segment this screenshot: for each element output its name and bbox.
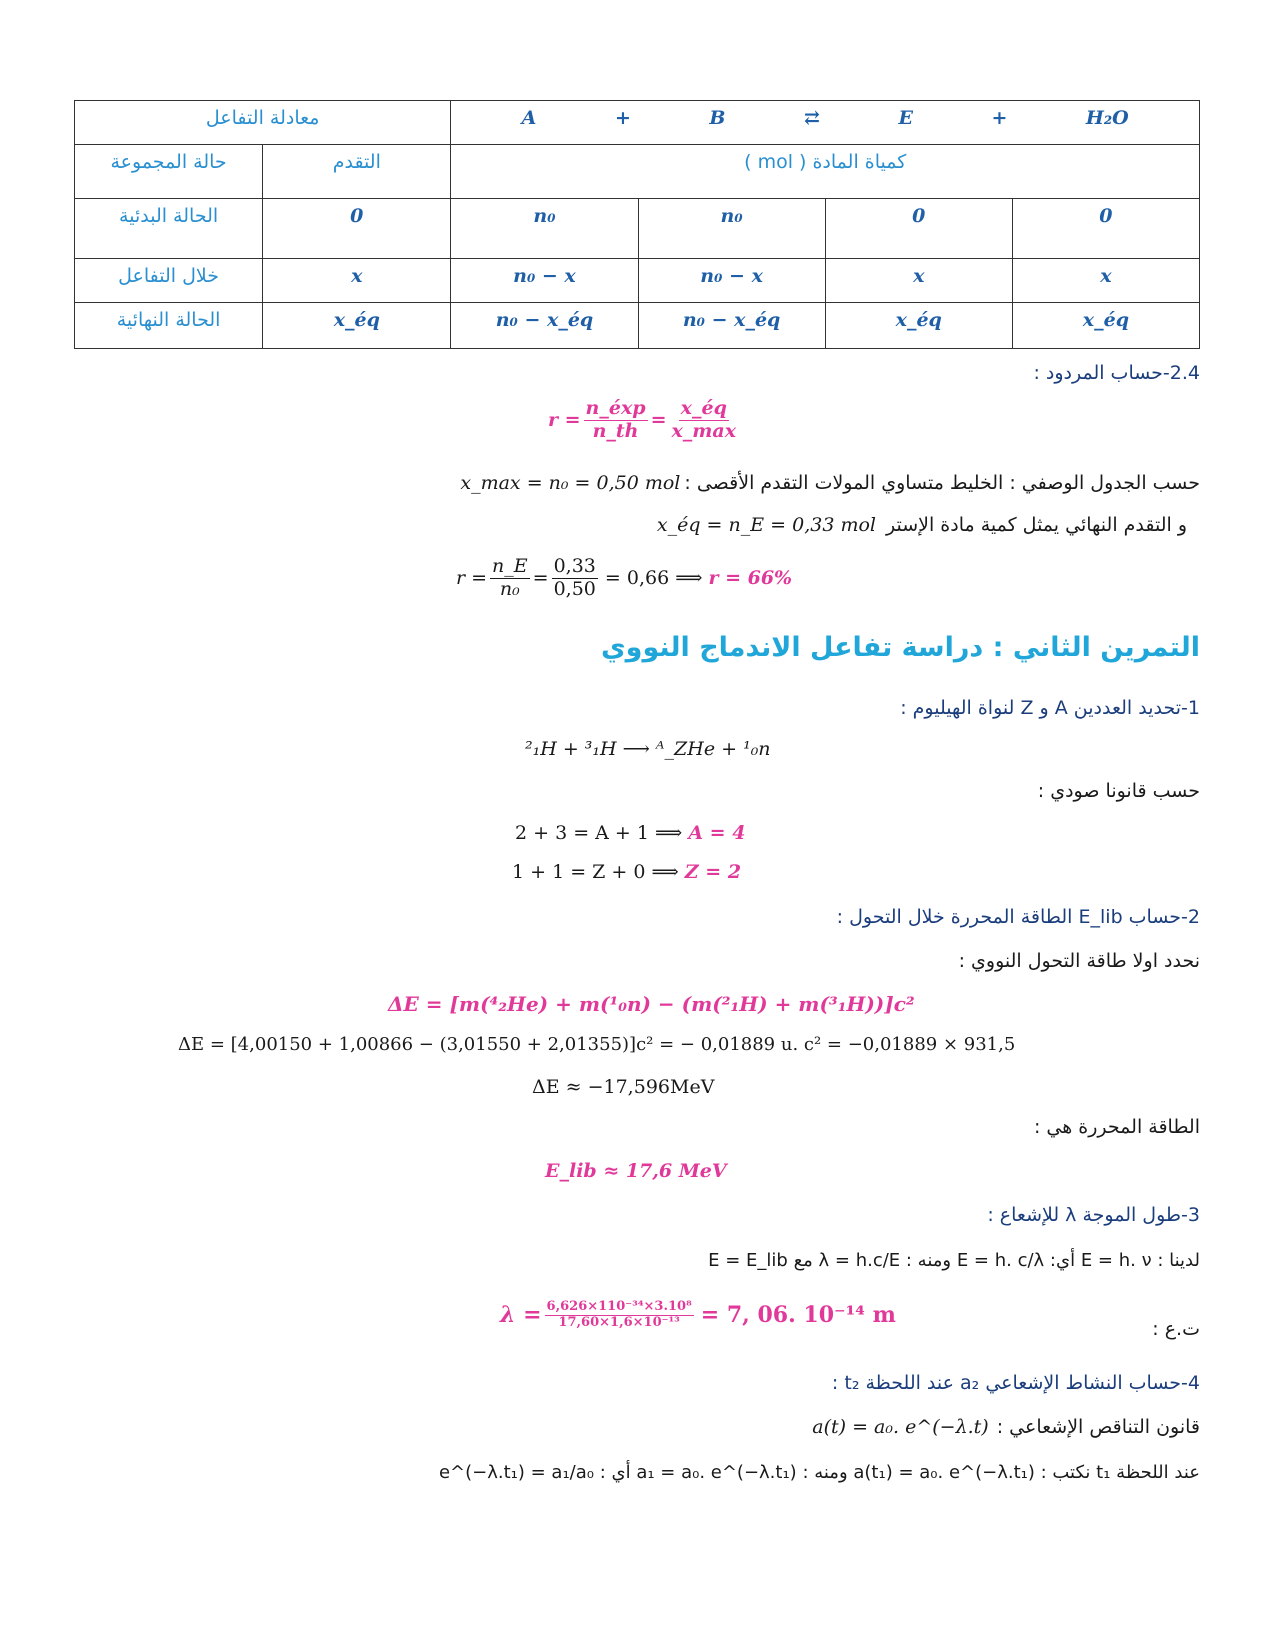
advance-cell: x_éq — [263, 303, 451, 349]
released-energy-text: الطاقة المحررة هي : — [1033, 1116, 1200, 1138]
table-cell: n₀ — [638, 199, 825, 259]
table-cell: n₀ − x_éq — [451, 303, 638, 349]
yield-result: r = 66% — [708, 567, 793, 590]
xmax-line: x_max = n₀ = 0,50 mol حسب الجدول الوصفي : الخليط متساوي المولات التقدم الأقصى : — [460, 472, 1200, 494]
advance-cell: 0 — [263, 199, 451, 259]
exercise-title: التمرين الثاني : دراسة تفاعل الاندماج النووي — [600, 632, 1200, 663]
equation-term: E — [898, 107, 913, 129]
quantity-header: كمياة المادة ( mol ) — [451, 145, 1200, 199]
reaction-equation-cell — [451, 101, 1200, 145]
delta-e-formula: ΔE = [m(⁴₂He) + m(¹₀n) − (m(²₁H) + m(³₁H))]c² — [388, 992, 915, 1016]
state-cell: الحالة النهائية — [75, 303, 263, 349]
q2-heading: 2-حساب E_lib الطاقة المحررة خلال التحول : — [836, 906, 1200, 928]
equation-term: ⇄ — [803, 107, 820, 129]
table-cell: n₀ — [451, 199, 638, 259]
decay-law-line: a(t) = a₀. e^(−λ.t) قانون التناقص الإشعاعي : — [812, 1416, 1200, 1438]
soddy-law: حسب قانونا صودي : — [1037, 780, 1200, 802]
yield-calculation: r = $\frac{n\_E}{\text{n₀}}$ = $\frac{0,33}{0,50}$ = 0,66 ⟹ r = 66% — [456, 555, 793, 600]
table-row — [75, 145, 1200, 199]
reaction-label-cell: معادلة التفاعل — [75, 101, 451, 145]
delta-e-calculation: ΔE = [4,00150 + 1,00866 − (3,01550 + 2,01355)]c² = − 0,01889 u. c² = −0,01889 × 931,5 — [178, 1034, 1016, 1055]
xeq-line: x_éq = n_E = 0,33 mol و التقدم النهائي يمثل كمية مادة الإستر — [656, 514, 1187, 536]
yield-formula: r = $\frac{\text{n\_éxp}}{n\_th}$ = $\frac{x\_éq}{x\_\max}$ — [548, 397, 737, 442]
table-row — [75, 101, 1200, 145]
q2-intro: نحدد اولا طاقة التحول النووي : — [958, 950, 1200, 972]
state-header: حالة المجموعة — [75, 145, 263, 199]
table-row — [75, 259, 1200, 303]
equation-term: + — [991, 107, 1008, 129]
table-cell: x_éq — [1012, 303, 1199, 349]
released-energy-result: E_lib ≈ 17,6 MeV — [545, 1160, 727, 1182]
equation-term: B — [709, 107, 726, 129]
table-cell: x — [1012, 259, 1199, 303]
table-row — [75, 199, 1200, 259]
equation-term: H₂O — [1085, 107, 1129, 129]
advance-cell: x — [263, 259, 451, 303]
eq-mass-number: 2 + 3 = A + 1 ⟹ A = 4 — [515, 822, 746, 844]
result-Z: Z = 2 — [684, 861, 742, 883]
q3-application-label: ت.ع : — [1152, 1318, 1200, 1340]
q3-heading: 3-طول الموجة λ للإشعاع : — [987, 1204, 1200, 1226]
q4-heading: 4-حساب النشاط الإشعاعي a₂ عند اللحظة t₂ : — [831, 1372, 1200, 1394]
table-cell: 0 — [825, 199, 1012, 259]
fusion-reaction: ²₁H + ³₁H ⟶ ᴬ_ZHe + ¹₀n — [525, 738, 771, 760]
table-cell: n₀ − x — [451, 259, 638, 303]
equation-term: A — [521, 107, 537, 129]
state-cell: خلال التفاعل — [75, 259, 263, 303]
table-cell: x — [825, 259, 1012, 303]
table-row — [75, 303, 1200, 349]
delta-e-result: ΔE ≈ −17,596MeV — [532, 1076, 715, 1098]
yield-heading: 2.4-حساب المردود : — [1033, 362, 1200, 384]
table-cell: n₀ − x — [638, 259, 825, 303]
state-cell: الحالة البدئية — [75, 199, 263, 259]
eq-atomic-number: 1 + 1 = Z + 0 ⟹ Z = 2 — [512, 861, 742, 883]
q3-relations: لدينا : E = h. ν أي: E = h. c/λ ومنه : λ = h.c/E مع E = E_lib — [708, 1250, 1200, 1271]
table-cell: 0 — [1012, 199, 1199, 259]
q4-relations: عند اللحظة t₁ نكتب : a(t₁) = a₀. e^(−λ.t₁) ومنه : a₁ = a₀. e^(−λ.t₁) أي : e^(−λ.t₁) = a₁/a₀ — [438, 1462, 1200, 1483]
table-cell: n₀ − x_éq — [638, 303, 825, 349]
equation-term: + — [614, 107, 631, 129]
q1-heading: 1-تحديد العددين A و Z لنواة الهيليوم : — [900, 697, 1200, 719]
advance-header: التقدم — [263, 145, 451, 199]
wavelength-result: = 7, 06. 10⁻¹⁴ m — [700, 1302, 896, 1329]
table-cell: x_éq — [825, 303, 1012, 349]
result-A: A = 4 — [688, 822, 746, 844]
advancement-table — [74, 100, 1200, 349]
wavelength-calculation: λ = $\frac{\text{6,626×110⁻³⁴×3.10⁸}}{\text{17,60×1,6×10⁻¹³}}$ = 7, 06. 10⁻¹⁴ m — [500, 1299, 896, 1330]
